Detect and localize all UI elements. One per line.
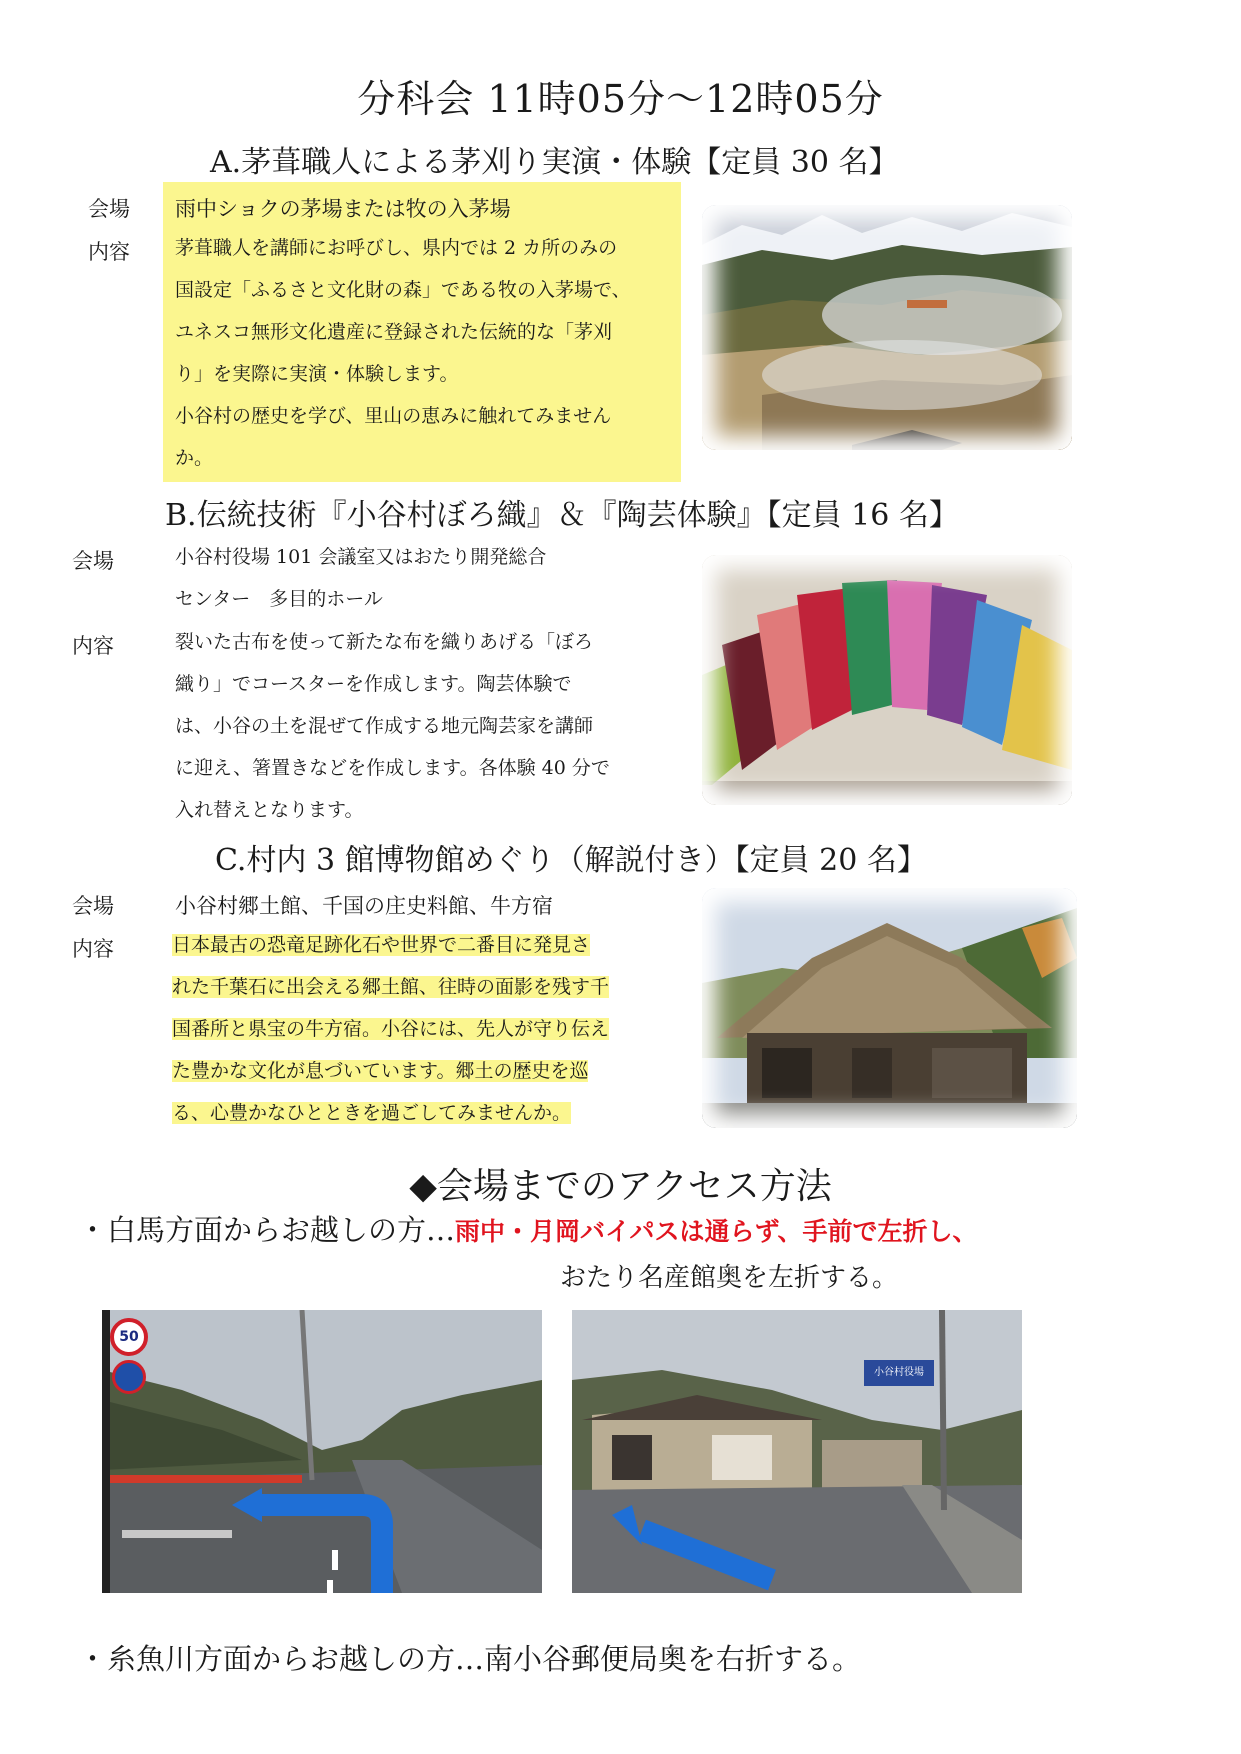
section-a-venue: 雨中ショクの茅場または牧の入茅場 [175, 197, 511, 221]
access-itoigawa-line: ・糸魚川方面からお越しの方…南小谷郵便局奥を右折する。 [78, 1642, 862, 1676]
photo-road-hakuba [102, 1310, 542, 1593]
access-hakuba-line: ・白馬方面からお越しの方…雨中・月岡バイパスは通らず、手前で左折し、 [78, 1213, 978, 1247]
section-a-venue-label: 会場 [88, 197, 130, 221]
section-c-title: C.村内 3 館博物館めぐり（解説付き）【定員 20 名】 [215, 843, 927, 878]
speed-limit-sign: 50 [110, 1318, 148, 1356]
access-title: ◆会場までのアクセス方法 [409, 1166, 832, 1207]
photo-thatched-house [702, 888, 1077, 1128]
section-b-content-label: 内容 [72, 634, 114, 658]
town-office-sign: 小谷村役場 [874, 1367, 924, 1378]
section-c-content-label: 内容 [72, 937, 114, 961]
section-b-title: B.伝統技術『小谷村ぼろ織』＆『陶芸体験』【定員 16 名】 [165, 498, 959, 533]
photo-road-town [572, 1310, 1022, 1593]
section-b-venue: 小谷村役場 101 会議室又はおたり開発総合 センター 多目的ホール [175, 546, 547, 610]
page-title: 分科会 11時05分～12時05分 [357, 77, 884, 121]
section-a-title: A.茅葺職人による茅刈り実演・体験【定員 30 名】 [210, 145, 899, 180]
photo-boro-coasters [702, 555, 1072, 805]
section-a-content-label: 内容 [88, 240, 130, 264]
no-parking-sign-icon [112, 1360, 146, 1394]
section-c-content: 日本最古の恐竜足跡化石や世界で二番目に発見さ れた千葉石に出会える郷土館、往時の面影を残す千 国番所と県宝の牛方宿。小谷には、先人が守り伝え た豊かな文化が息づいています。郷土の歴史を巡 る、心豊かなひとときを過ごしてみませんか。 [172, 934, 610, 1124]
section-b-content: 裂いた古布を使って新たな布を織りあげる「ぼろ 織り」でコースターを作成します。陶芸体験で は、小谷の土を混ぜて作成する地元陶芸家を講師 に迎え、箸置きなどを作成します。各体験 40 分で 入れ替えとなります。 [175, 631, 610, 821]
photo-grass-burning [702, 205, 1072, 450]
access-hakuba-line2: おたり名産館奥を左折する。 [560, 1263, 899, 1293]
section-c-venue-label: 会場 [72, 894, 114, 918]
section-c-venue: 小谷村郷土館、千国の庄史料館、牛方宿 [175, 894, 553, 918]
section-b-venue-label: 会場 [72, 549, 114, 573]
section-a-content: 茅葺職人を講師にお呼びし、県内では 2 カ所のみの 国設定「ふるさと文化財の森」である牧の入茅場で、 ユネスコ無形文化遺産に登録された伝統的な「茅刈 り」を実際に実演・体験します。 小谷村の歴史を学び、里山の恵みに触れてみません か。 [175, 237, 631, 469]
